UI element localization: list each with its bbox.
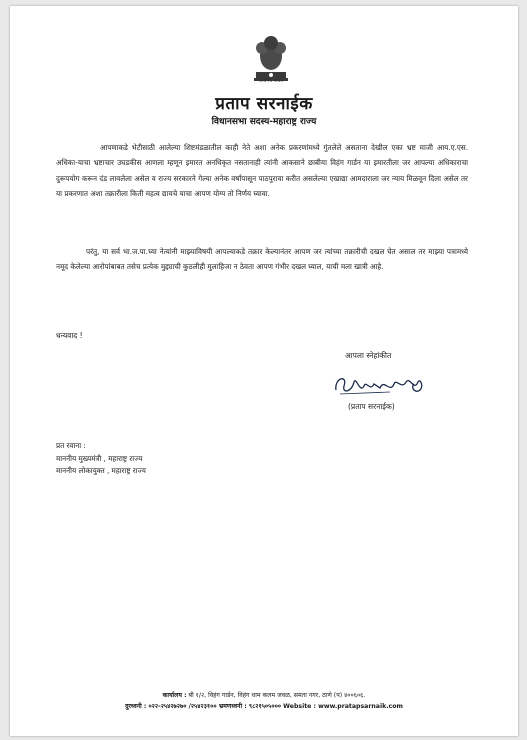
copy-to-block [56,440,146,478]
copy-to-label: प्रत रवाना : [56,441,86,450]
thanks-line: धन्यवाद ! [56,331,83,340]
emblem-caption: सत्यमेव जयते [258,78,284,84]
letter-page [10,6,518,736]
signature [330,368,430,400]
body-paragraph-2: परंतु, या सर्व भा.ज.पा.च्या नेत्यांनी माझ्याविषयी आपल्याकडे तक्रार केल्यानंतर आपण जर त्यांच्या तक्रारीची दखल घेत असाल तर माझ्या पत्रामध्ये नमूद केलेल्या आरोपांबाबत तसेच प्रत्येक मुद्द्याची कुठलीही मुलाहिजा न ठेवता आपण गंभीर दखल घ्याल, याची मला खात्री आहे. [56,247,468,272]
office-address: बी १/२, विहंग गार्डन, विहंग धाम कलम जवळ, समता नगर, ठाणे (प) ४००६०६. [188,692,366,699]
closing-salutation: आपला स्नेहांकीत [345,351,392,360]
sender-name: प्रताप सरनाईक [215,94,313,114]
copy-recipient: माननीय मुख्यमंत्री , महाराष्ट्र राज्य [56,453,143,463]
website-link[interactable]: www.pratapsarnaik.com [318,703,403,710]
office-label: कार्यालय : [162,692,187,699]
phone-label: दुरध्वनी : [125,703,147,710]
copy-recipient: माननीय लोकायुक्त , महाराष्ट्र राज्य [56,466,146,475]
phone-numbers: ०२२-२५४२७२७० /२५४२३१०० भ्रमणध्वनी : ९८२१५०५००० Website : [148,703,316,710]
letterhead-footer [10,690,518,712]
sender-designation: विधानसभा सदस्य-महाराष्ट्र राज्य [211,117,317,127]
signature-name: (प्रताप सरनाईक) [348,402,395,411]
body-paragraph-1: आपणाकडे भेटीसाठी आलेल्या शिष्टमंडळातील काही नेते अशा अनेक प्रकरणांमध्ये गुंतलेले असताना देखील एका भ्रष्ट माजी आय.ए.एस. अधिका-याचा भ्रष्टाचार उघडकीस आणला म्हणून इमारत अनधिकृत नसतानाही त्यांनी आकसाने छाबीया विहंग गार्डन या इमारतीला जर आपल्या अधिकाराचा दुरूपयोग करून दंड लावलेला असेल व राज्य सरकारने गेल्या अनेक वर्षांपासून पाठपुरावा करीत असलेल्या एखाद्या आमदाराला जर न्याय मिळवून दिला असेल तर या प्रकरणात अशा तक्रारीला किती महत्व द्यायचे याचा आपण योग्य तो निर्णय घ्यावा. [56,143,468,198]
